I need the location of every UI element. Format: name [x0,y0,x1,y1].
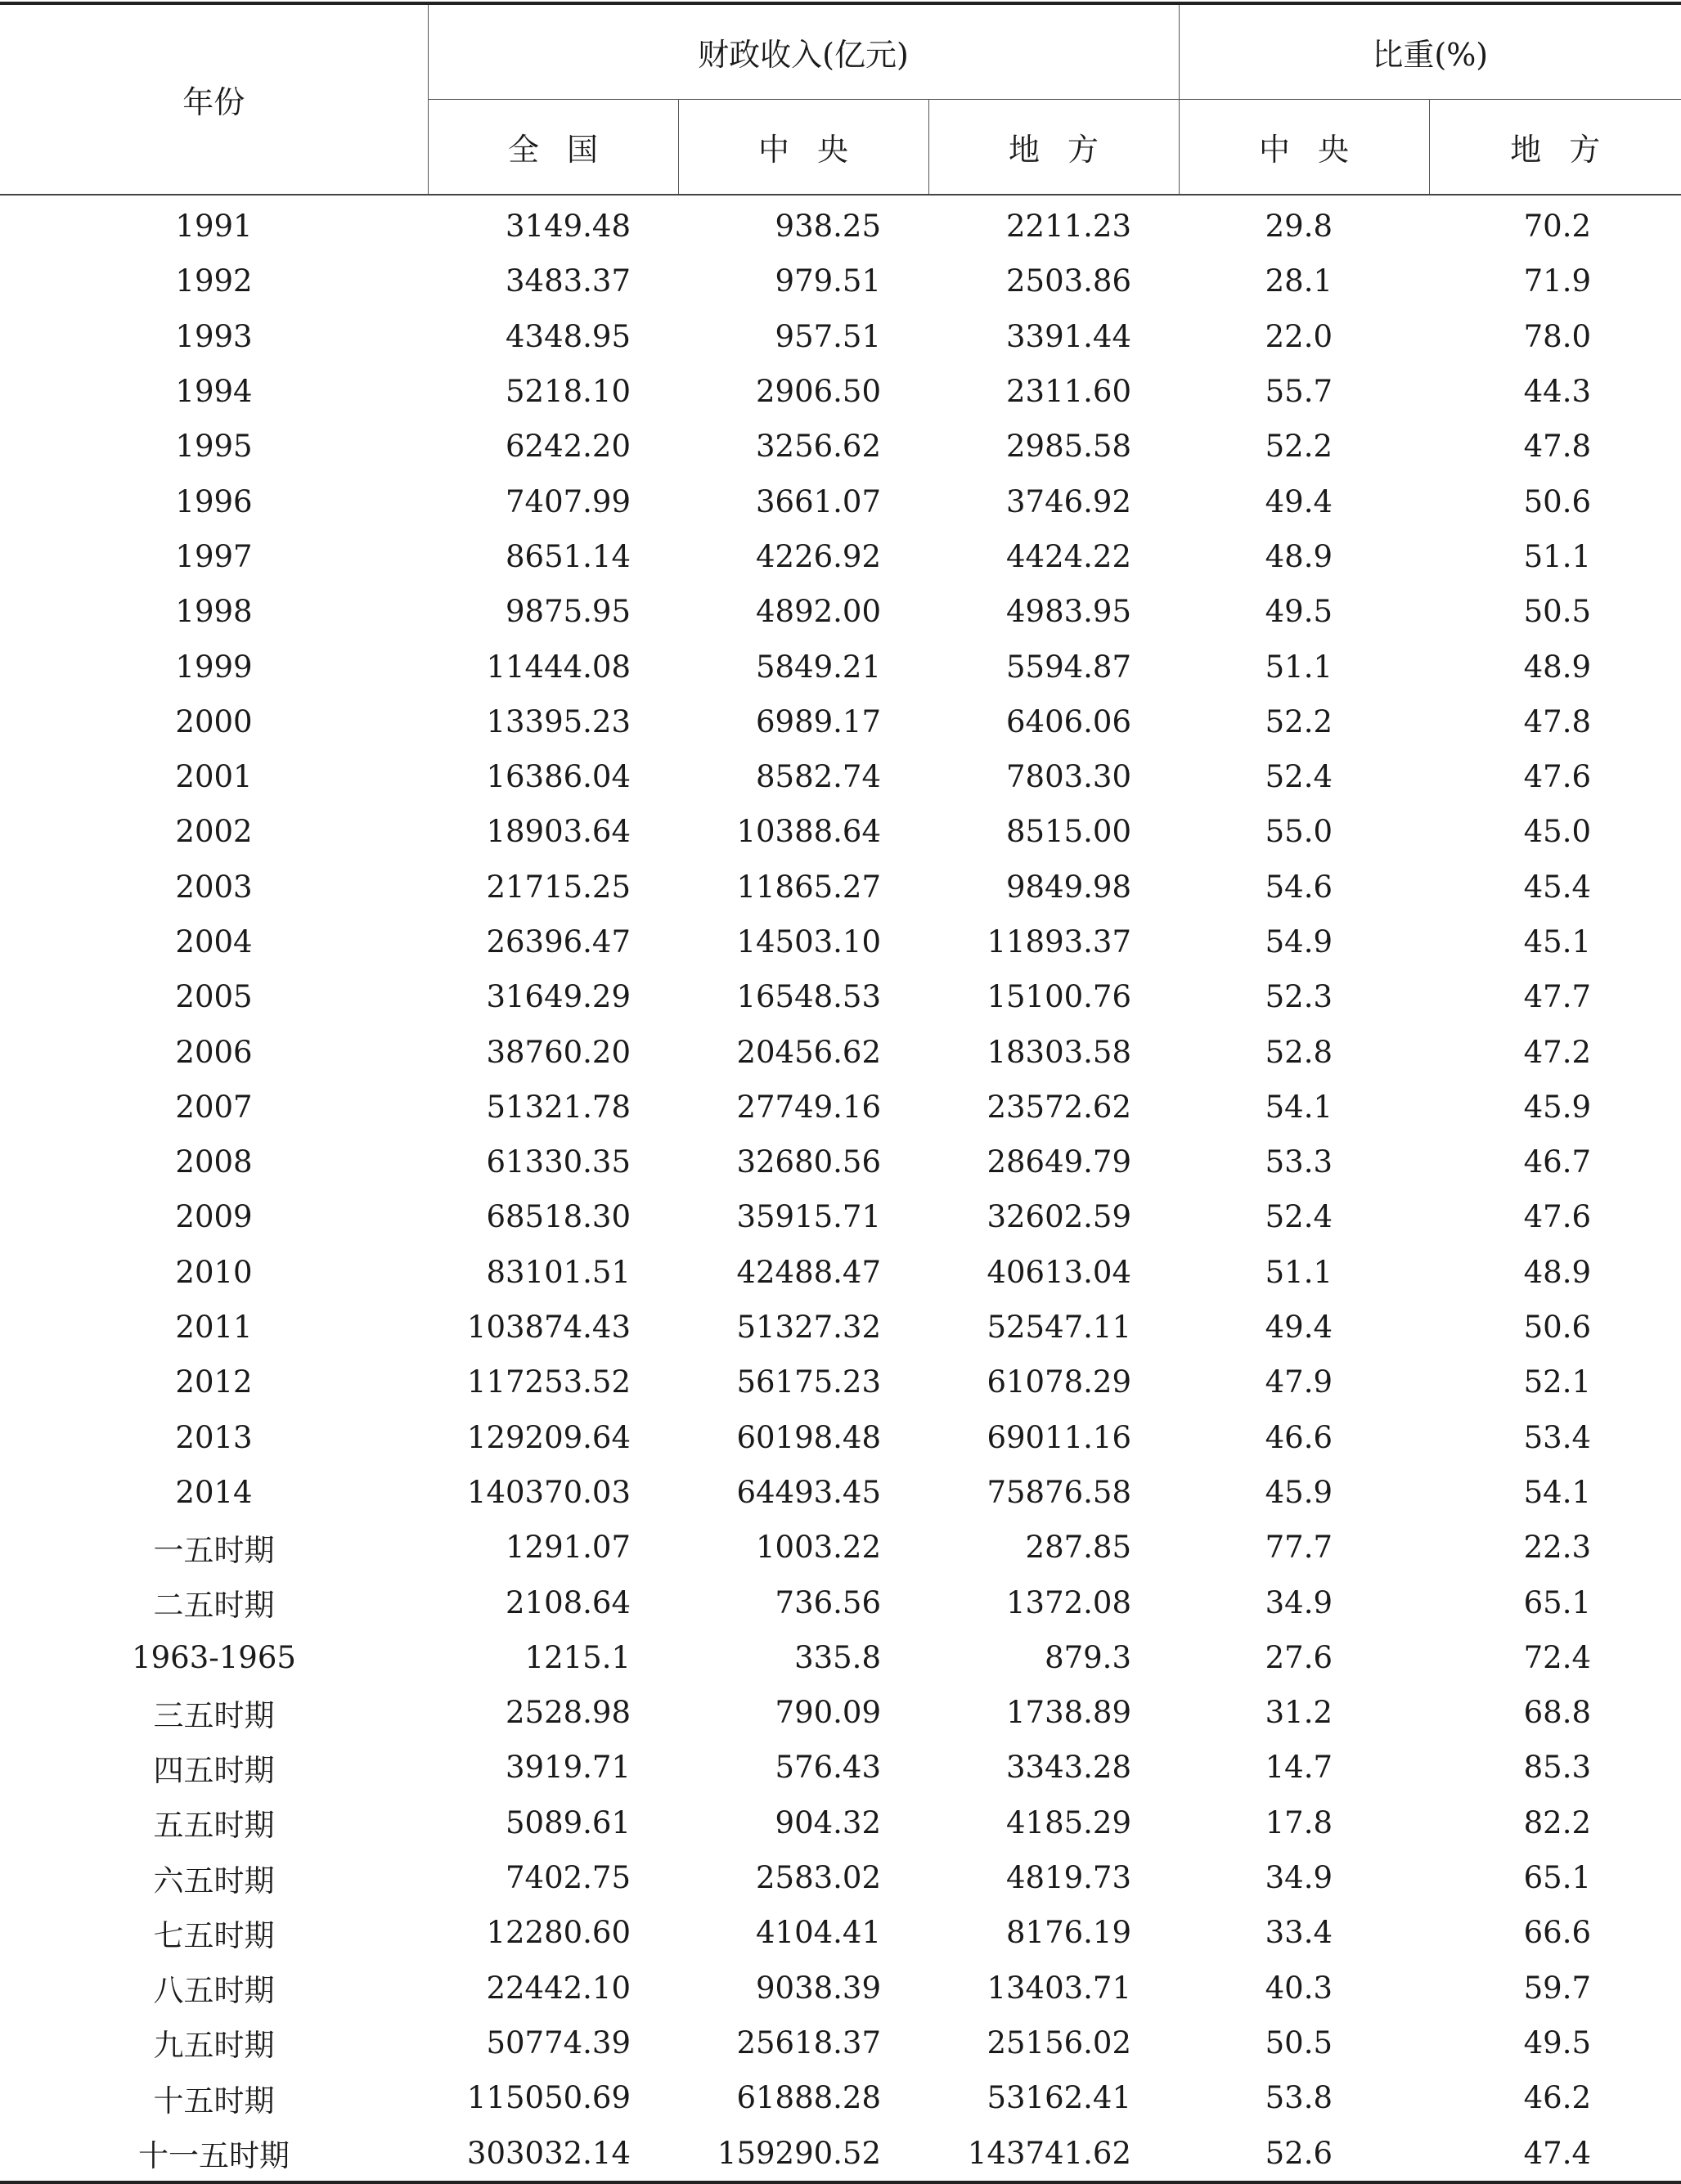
national-revenue-cell: 83101.51 [486,1254,631,1290]
table-row [0,639,1681,694]
central-share-cell: 53.3 [1265,1144,1333,1180]
local-revenue-cell: 8176.19 [1005,1915,1131,1951]
year-cell: 2002 [175,814,253,850]
central-revenue-cell: 35915.71 [736,1199,881,1235]
central-revenue-cell: 904.32 [775,1804,881,1840]
table-row [0,1795,1681,1850]
central-share-cell: 52.4 [1265,759,1333,795]
national-revenue-cell: 26396.47 [486,924,631,959]
national-revenue-cell: 7407.99 [505,483,631,519]
table-row [0,309,1681,364]
local-revenue-cell: 40613.04 [987,1254,1131,1290]
year-cell: 五五时期 [153,1808,275,1844]
local-share-cell: 50.6 [1523,1310,1592,1346]
local-revenue-cell: 52547.11 [987,1310,1131,1346]
table-row [0,195,1681,254]
local-revenue-cell: 23572.62 [987,1089,1131,1125]
national-revenue-cell: 11444.08 [486,649,631,685]
central-revenue-cell: 32680.56 [736,1144,881,1180]
central-share-cell: 34.9 [1265,1860,1333,1896]
table-row [0,1905,1681,1960]
local-revenue-cell: 2503.86 [1005,263,1131,299]
revenue-group-header: 财政收入(亿元) [428,3,1179,100]
year-cell: 2009 [175,1199,253,1235]
year-cell: 四五时期 [153,1752,275,1788]
local-share-cell: 49.5 [1523,2024,1592,2060]
year-cell: 1993 [175,318,253,354]
fiscal-revenue-table [0,2,1681,2184]
table-row [0,529,1681,584]
national-revenue-cell: 50774.39 [486,2024,631,2060]
local-revenue-cell: 53162.41 [987,2080,1131,2116]
central-share-cell: 33.4 [1265,1915,1333,1951]
local-revenue-cell: 32602.59 [987,1199,1131,1235]
local-revenue-cell: 3391.44 [1005,318,1131,354]
year-cell: 十一五时期 [138,2138,290,2174]
central-revenue-cell: 8582.74 [755,759,881,795]
central-share-cell: 53.8 [1265,2080,1333,2116]
central-share-cell: 49.4 [1265,1310,1333,1346]
central-share-cell: 52.2 [1265,429,1333,465]
central-share-cell: 14.7 [1265,1750,1333,1786]
national-revenue-cell: 22442.10 [486,1970,631,2006]
local-share-cell: 47.6 [1523,759,1592,795]
central-revenue-cell: 4104.41 [755,1915,881,1951]
year-cell: 1963-1965 [132,1639,296,1675]
year-cell: 八五时期 [153,1973,275,2009]
central-share-cell: 55.0 [1265,814,1333,850]
local-share-cell: 51.1 [1523,538,1592,574]
table-row [0,2125,1681,2182]
revenue-local-header: 地方 [928,100,1179,195]
national-revenue-cell: 7402.75 [505,1860,631,1896]
table-row [0,1850,1681,1905]
central-revenue-cell: 25618.37 [736,2024,881,2060]
central-revenue-cell: 16548.53 [736,979,881,1015]
local-share-cell: 72.4 [1523,1639,1592,1675]
table-row [0,1024,1681,1079]
national-revenue-cell: 1291.07 [505,1530,631,1566]
local-revenue-cell: 8515.00 [1005,814,1131,850]
table-row [0,1080,1681,1135]
central-share-cell: 47.9 [1265,1364,1333,1400]
local-share-cell: 70.2 [1523,209,1592,245]
year-cell: 2013 [175,1419,253,1455]
local-share-cell: 50.5 [1523,594,1592,630]
table-row [0,1135,1681,1189]
table-row [0,1189,1681,1244]
year-cell: 2005 [175,979,253,1015]
year-cell: 六五时期 [153,1863,275,1899]
local-revenue-cell: 5594.87 [1005,649,1131,685]
central-revenue-cell: 335.8 [794,1639,881,1675]
local-revenue-cell: 15100.76 [987,979,1131,1015]
central-share-cell: 77.7 [1265,1530,1333,1566]
central-share-cell: 40.3 [1265,1970,1333,2006]
central-revenue-cell: 979.51 [775,263,881,299]
central-share-cell: 46.6 [1265,1419,1333,1455]
national-revenue-cell: 12280.60 [486,1915,631,1951]
year-cell: 2008 [175,1144,253,1180]
national-revenue-cell: 3149.48 [505,209,631,245]
central-share-cell: 54.9 [1265,924,1333,959]
year-cell: 1998 [175,594,253,630]
table-body [0,195,1681,2182]
local-share-cell: 66.6 [1523,1915,1592,1951]
central-share-cell: 52.2 [1265,703,1333,739]
central-share-cell: 51.1 [1265,649,1333,685]
year-cell: 2012 [175,1364,253,1400]
central-revenue-cell: 27749.16 [736,1089,881,1125]
local-revenue-cell: 11893.37 [987,924,1131,959]
table-row [0,2070,1681,2125]
table-row [0,1740,1681,1795]
central-revenue-cell: 9038.39 [755,1970,881,2006]
table-row [0,1575,1681,1629]
year-cell: 2011 [175,1310,253,1346]
year-cell: 七五时期 [153,1917,275,1953]
local-revenue-cell: 287.85 [1025,1530,1131,1566]
national-revenue-cell: 103874.43 [466,1310,631,1346]
central-share-cell: 52.3 [1265,979,1333,1015]
local-share-cell: 47.8 [1523,429,1592,465]
year-cell: 2004 [175,924,253,959]
year-cell: 九五时期 [153,2028,275,2064]
local-revenue-cell: 143741.62 [967,2135,1131,2171]
central-revenue-cell: 61888.28 [736,2080,881,2116]
year-cell: 十五时期 [153,2083,275,2119]
national-revenue-cell: 21715.25 [486,869,631,905]
central-revenue-cell: 64493.45 [736,1474,881,1510]
central-revenue-cell: 159290.52 [717,2135,881,2171]
local-share-cell: 48.9 [1523,1254,1592,1290]
year-cell: 2001 [175,759,253,795]
central-revenue-cell: 60198.48 [736,1419,881,1455]
central-share-cell: 49.4 [1265,483,1333,519]
national-revenue-cell: 303032.14 [466,2135,631,2171]
table-row [0,1410,1681,1465]
local-share-cell: 53.4 [1523,1419,1592,1455]
central-share-cell: 52.4 [1265,1199,1333,1235]
central-share-cell: 28.1 [1265,263,1333,299]
table-row [0,1355,1681,1409]
local-share-cell: 47.2 [1523,1034,1592,1070]
national-revenue-cell: 61330.35 [486,1144,631,1180]
central-share-cell: 34.9 [1265,1584,1333,1620]
central-revenue-cell: 20456.62 [736,1034,881,1070]
central-share-cell: 52.6 [1265,2135,1333,2171]
year-cell: 1995 [175,429,253,465]
local-share-cell: 78.0 [1523,318,1592,354]
local-revenue-cell: 28649.79 [987,1144,1131,1180]
national-revenue-cell: 9875.95 [505,594,631,630]
local-revenue-cell: 75876.58 [987,1474,1131,1510]
year-cell: 2007 [175,1089,253,1125]
central-share-cell: 51.1 [1265,1254,1333,1290]
local-share-cell: 50.6 [1523,483,1592,519]
central-revenue-cell: 42488.47 [736,1254,881,1290]
local-revenue-cell: 4819.73 [1005,1860,1131,1896]
local-revenue-cell: 61078.29 [987,1364,1131,1400]
central-revenue-cell: 10388.64 [736,814,881,850]
national-revenue-cell: 8651.14 [505,538,631,574]
national-revenue-cell: 38760.20 [486,1034,631,1070]
table-row [0,749,1681,804]
local-share-cell: 52.1 [1523,1364,1592,1400]
local-revenue-cell: 4424.22 [1005,538,1131,574]
national-revenue-cell: 3483.37 [505,263,631,299]
table-header [0,3,1681,195]
central-revenue-cell: 790.09 [775,1695,881,1731]
share-local-header: 地方 [1429,100,1681,195]
year-cell: 1999 [175,649,253,685]
table-row [0,1300,1681,1355]
central-revenue-cell: 736.56 [775,1584,881,1620]
central-revenue-cell: 938.25 [775,209,881,245]
local-revenue-cell: 18303.58 [987,1034,1131,1070]
national-revenue-cell: 129209.64 [466,1419,631,1455]
local-share-cell: 47.6 [1523,1199,1592,1235]
local-share-cell: 85.3 [1523,1750,1592,1786]
table-row [0,474,1681,528]
central-share-cell: 29.8 [1265,209,1333,245]
national-revenue-cell: 51321.78 [486,1089,631,1125]
national-revenue-cell: 31649.29 [486,979,631,1015]
local-share-cell: 45.1 [1523,924,1592,959]
local-share-cell: 47.7 [1523,979,1592,1015]
local-share-cell: 65.1 [1523,1584,1592,1620]
table-row [0,1520,1681,1575]
central-share-cell: 45.9 [1265,1474,1333,1510]
year-cell: 2003 [175,869,253,905]
local-share-cell: 22.3 [1523,1530,1592,1566]
national-revenue-cell: 5089.61 [505,1804,631,1840]
central-revenue-cell: 576.43 [775,1750,881,1786]
local-share-cell: 47.8 [1523,703,1592,739]
local-revenue-cell: 6406.06 [1005,703,1131,739]
central-share-cell: 48.9 [1265,538,1333,574]
central-revenue-cell: 51327.32 [736,1310,881,1346]
central-revenue-cell: 3661.07 [755,483,881,519]
local-revenue-cell: 2211.23 [1005,209,1131,245]
central-revenue-cell: 5849.21 [755,649,881,685]
table-row [0,1465,1681,1520]
local-revenue-cell: 3343.28 [1005,1750,1131,1786]
national-revenue-cell: 2108.64 [505,1584,631,1620]
year-cell: 二五时期 [153,1588,275,1624]
year-column-header: 年份 [0,3,428,195]
year-cell: 2010 [175,1254,253,1290]
local-revenue-cell: 7803.30 [1005,759,1131,795]
local-share-cell: 45.9 [1523,1089,1592,1125]
local-share-cell: 82.2 [1523,1804,1592,1840]
central-revenue-cell: 11865.27 [736,869,881,905]
national-revenue-cell: 13395.23 [486,703,631,739]
local-share-cell: 45.4 [1523,869,1592,905]
central-revenue-cell: 4226.92 [755,538,881,574]
local-share-cell: 59.7 [1523,1970,1592,2006]
central-revenue-cell: 957.51 [775,318,881,354]
local-share-cell: 45.0 [1523,814,1592,850]
central-revenue-cell: 2906.50 [755,374,881,410]
year-cell: 三五时期 [153,1697,275,1733]
local-share-cell: 54.1 [1523,1474,1592,1510]
local-revenue-cell: 13403.71 [987,1970,1131,2006]
year-cell: 2006 [175,1034,253,1070]
central-revenue-cell: 56175.23 [736,1364,881,1400]
table-row [0,1961,1681,2015]
table-row [0,2015,1681,2070]
national-revenue-cell: 4348.95 [505,318,631,354]
national-revenue-cell: 5218.10 [505,374,631,410]
central-revenue-cell: 2583.02 [755,1860,881,1896]
national-revenue-cell: 115050.69 [466,2080,631,2116]
central-revenue-cell: 1003.22 [755,1530,881,1566]
central-share-cell: 55.7 [1265,374,1333,410]
year-cell: 1992 [175,263,253,299]
national-revenue-cell: 140370.03 [466,1474,631,1510]
national-revenue-cell: 18903.64 [486,814,631,850]
national-revenue-cell: 3919.71 [505,1750,631,1786]
table-row [0,804,1681,859]
central-share-cell: 49.5 [1265,594,1333,630]
central-revenue-cell: 14503.10 [736,924,881,959]
table-row [0,419,1681,474]
year-cell: 一五时期 [153,1532,275,1568]
share-central-header: 中央 [1179,100,1429,195]
local-share-cell: 47.4 [1523,2135,1592,2171]
share-group-header: 比重(%) [1179,3,1681,100]
local-revenue-cell: 3746.92 [1005,483,1131,519]
national-revenue-cell: 2528.98 [505,1695,631,1731]
national-revenue-cell: 1215.1 [524,1639,631,1675]
local-revenue-cell: 1372.08 [1005,1584,1131,1620]
local-share-cell: 48.9 [1523,649,1592,685]
table-row [0,1630,1681,1685]
year-cell: 1994 [175,374,253,410]
local-revenue-cell: 1738.89 [1005,1695,1131,1731]
local-revenue-cell: 4185.29 [1005,1804,1131,1840]
revenue-central-header: 中央 [678,100,928,195]
central-share-cell: 31.2 [1265,1695,1333,1731]
central-share-cell: 27.6 [1265,1639,1333,1675]
central-share-cell: 54.1 [1265,1089,1333,1125]
national-revenue-cell: 68518.30 [486,1199,631,1235]
table-row [0,364,1681,419]
table-row [0,1685,1681,1740]
central-revenue-cell: 4892.00 [755,594,881,630]
year-cell: 1991 [175,209,253,245]
local-share-cell: 71.9 [1523,263,1592,299]
local-revenue-cell: 69011.16 [987,1419,1131,1455]
local-revenue-cell: 25156.02 [987,2024,1131,2060]
table-row [0,914,1681,969]
year-cell: 2000 [175,703,253,739]
table-row [0,694,1681,749]
revenue-national-header: 全国 [428,100,678,195]
year-cell: 1996 [175,483,253,519]
table-row [0,969,1681,1024]
central-share-cell: 17.8 [1265,1804,1333,1840]
local-share-cell: 65.1 [1523,1860,1592,1896]
local-revenue-cell: 879.3 [1045,1639,1131,1675]
central-share-cell: 22.0 [1265,318,1333,354]
central-share-cell: 52.8 [1265,1034,1333,1070]
local-share-cell: 46.2 [1523,2080,1592,2116]
central-share-cell: 54.6 [1265,869,1333,905]
table-row [0,860,1681,914]
table-row [0,254,1681,308]
national-revenue-cell: 6242.20 [505,429,631,465]
table-row [0,584,1681,639]
local-revenue-cell: 4983.95 [1005,594,1131,630]
central-revenue-cell: 6989.17 [755,703,881,739]
local-share-cell: 44.3 [1523,374,1592,410]
year-cell: 2014 [175,1474,253,1510]
local-revenue-cell: 2311.60 [1005,374,1131,410]
year-cell: 1997 [175,538,253,574]
national-revenue-cell: 16386.04 [486,759,631,795]
local-revenue-cell: 2985.58 [1005,429,1131,465]
local-share-cell: 46.7 [1523,1144,1592,1180]
central-revenue-cell: 3256.62 [755,429,881,465]
local-revenue-cell: 9849.98 [1005,869,1131,905]
table-row [0,1245,1681,1300]
local-share-cell: 68.8 [1523,1695,1592,1731]
national-revenue-cell: 117253.52 [466,1364,631,1400]
central-share-cell: 50.5 [1265,2024,1333,2060]
